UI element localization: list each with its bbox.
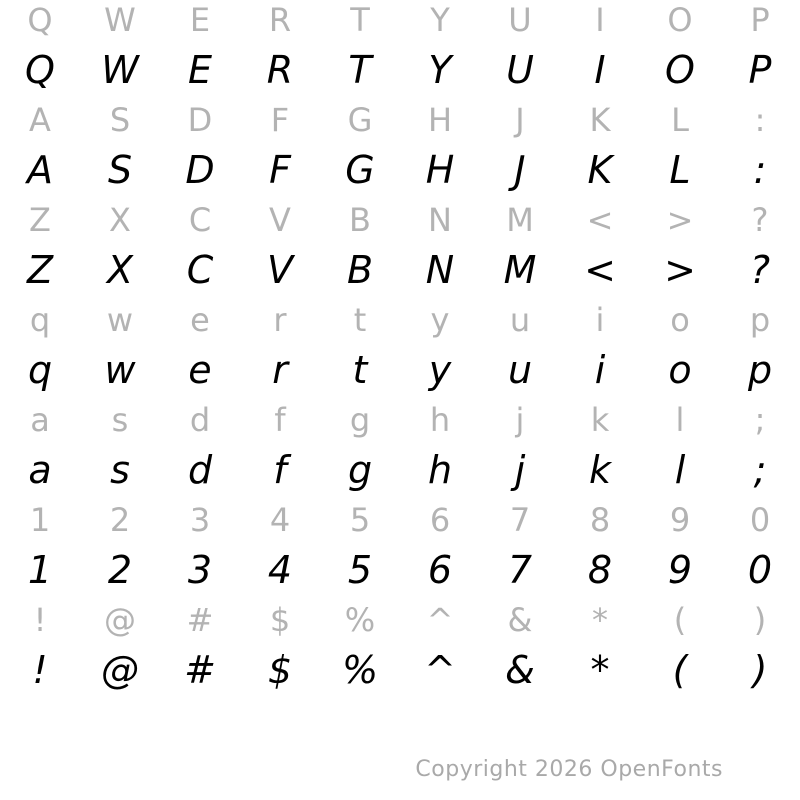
glyph-cell: 8 <box>589 501 611 539</box>
glyph-cell: C <box>186 248 214 292</box>
glyph-cell: ( <box>673 601 687 639</box>
glyph-cell: # <box>186 601 214 639</box>
glyph-cell: r <box>272 348 288 392</box>
glyph-cell: K <box>587 148 613 192</box>
glyph-cell: > <box>664 248 696 292</box>
glyph-cell: P <box>750 1 770 39</box>
glyph-cell: A <box>27 148 53 192</box>
specimen-glyph-row <box>0 540 800 600</box>
glyph-cell: y <box>430 301 450 339</box>
glyph-cell: R <box>268 1 292 39</box>
glyph-row-pair <box>0 0 800 100</box>
glyph-cell: r <box>273 301 287 339</box>
reference-glyph-row <box>0 300 800 340</box>
glyph-cell: i <box>595 301 605 339</box>
reference-glyph-row <box>0 0 800 40</box>
glyph-cell: X <box>109 201 131 239</box>
glyph-cell: Q <box>25 48 55 92</box>
glyph-cell: t <box>352 348 368 392</box>
glyph-cell: F <box>270 101 290 139</box>
glyph-cell: @ <box>104 601 136 639</box>
glyph-row-pair <box>0 200 800 300</box>
glyph-cell: o <box>670 301 690 339</box>
glyph-cell: U <box>506 48 534 92</box>
glyph-cell: l <box>674 448 686 492</box>
glyph-cell: ( <box>672 648 688 692</box>
glyph-cell: 7 <box>507 548 533 592</box>
glyph-cell: O <box>665 48 695 92</box>
glyph-cell: a <box>30 401 50 439</box>
glyph-cell: G <box>347 101 373 139</box>
glyph-cell: G <box>345 148 375 192</box>
glyph-cell: T <box>348 48 372 92</box>
glyph-cell: g <box>349 401 371 439</box>
glyph-cell: Y <box>430 1 450 39</box>
reference-glyph-row <box>0 200 800 240</box>
glyph-cell: t <box>353 301 367 339</box>
glyph-cell: ? <box>749 248 771 292</box>
glyph-cell: ) <box>753 601 767 639</box>
glyph-cell: N <box>428 201 452 239</box>
glyph-cell: < <box>584 248 616 292</box>
glyph-cell: ^ <box>424 648 456 692</box>
specimen-glyph-row <box>0 640 800 700</box>
glyph-cell: 4 <box>269 501 291 539</box>
glyph-cell: S <box>109 101 131 139</box>
glyph-cell: u <box>509 301 531 339</box>
glyph-cell: I <box>595 1 605 39</box>
glyph-cell: ) <box>752 648 768 692</box>
glyph-cell: H <box>427 101 453 139</box>
glyph-cell: Z <box>29 201 51 239</box>
glyph-cell: d <box>187 448 213 492</box>
glyph-cell: % <box>344 601 376 639</box>
glyph-cell: L <box>669 148 691 192</box>
glyph-cell: L <box>671 101 689 139</box>
glyph-cell: W <box>104 1 136 39</box>
glyph-cell: H <box>425 148 455 192</box>
glyph-cell: Z <box>26 248 54 292</box>
glyph-cell: B <box>346 248 374 292</box>
specimen-glyph-row <box>0 140 800 200</box>
glyph-cell: u <box>507 348 533 392</box>
glyph-cell: q <box>29 301 51 339</box>
glyph-cell: s <box>110 448 130 492</box>
glyph-cell: O <box>667 1 693 39</box>
glyph-cell: * <box>592 601 608 639</box>
glyph-cell: 0 <box>749 501 771 539</box>
glyph-cell: V <box>269 201 291 239</box>
reference-glyph-row <box>0 400 800 440</box>
glyph-cell: 1 <box>27 548 53 592</box>
glyph-cell: p <box>747 348 773 392</box>
glyph-cell: * <box>590 648 610 692</box>
glyph-cell: ! <box>33 601 47 639</box>
glyph-cell: s <box>111 401 129 439</box>
glyph-cell: o <box>668 348 692 392</box>
glyph-cell: 7 <box>509 501 531 539</box>
glyph-cell: $ <box>269 601 291 639</box>
glyph-cell: : <box>754 101 766 139</box>
glyph-cell: N <box>425 248 455 292</box>
glyph-cell: 9 <box>669 501 691 539</box>
glyph-cell: W <box>101 48 139 92</box>
glyph-cell: & <box>507 601 533 639</box>
glyph-cell: 3 <box>189 501 211 539</box>
glyph-cell: A <box>29 101 51 139</box>
reference-glyph-row <box>0 500 800 540</box>
glyph-cell: h <box>429 401 451 439</box>
glyph-cell: 1 <box>29 501 51 539</box>
reference-glyph-row <box>0 600 800 640</box>
glyph-cell: l <box>675 401 685 439</box>
glyph-cell: 3 <box>187 548 213 592</box>
glyph-cell: U <box>508 1 532 39</box>
glyph-cell: k <box>588 448 611 492</box>
glyph-cell: i <box>594 348 606 392</box>
specimen-glyph-row <box>0 40 800 100</box>
glyph-cell: j <box>514 448 526 492</box>
glyph-cell: Y <box>428 48 452 92</box>
glyph-cell: R <box>266 48 294 92</box>
specimen-glyph-row <box>0 240 800 300</box>
glyph-cell: 5 <box>347 548 373 592</box>
glyph-cell: ^ <box>426 601 454 639</box>
glyph-cell: D <box>187 101 213 139</box>
glyph-cell: I <box>594 48 606 92</box>
copyright-notice: Copyright 2026 OpenFonts <box>415 757 723 782</box>
glyph-cell: Q <box>27 1 53 39</box>
glyph-cell: M <box>506 201 534 239</box>
specimen-glyph-row <box>0 340 800 400</box>
glyph-cell: j <box>515 401 525 439</box>
glyph-cell: D <box>185 148 215 192</box>
glyph-cell: X <box>106 248 134 292</box>
glyph-cell: @ <box>101 648 139 692</box>
glyph-cell: M <box>503 248 537 292</box>
glyph-cell: 4 <box>267 548 293 592</box>
glyph-cell: 9 <box>667 548 693 592</box>
glyph-cell: p <box>749 301 771 339</box>
glyph-cell: d <box>189 401 211 439</box>
glyph-cell: e <box>188 348 212 392</box>
glyph-cell: ; <box>753 448 767 492</box>
glyph-cell: B <box>349 201 371 239</box>
glyph-row-pair <box>0 100 800 200</box>
glyph-cell: J <box>514 148 526 192</box>
glyph-cell: T <box>350 1 370 39</box>
glyph-cell: ? <box>751 201 769 239</box>
glyph-cell: E <box>189 1 211 39</box>
glyph-cell: w <box>106 301 134 339</box>
glyph-cell: J <box>515 101 525 139</box>
glyph-row-pair <box>0 300 800 400</box>
glyph-cell: h <box>427 448 453 492</box>
glyph-cell: P <box>748 48 772 92</box>
glyph-cell: 0 <box>747 548 773 592</box>
glyph-cell: < <box>586 201 614 239</box>
glyph-cell: e <box>190 301 210 339</box>
glyph-cell: S <box>107 148 133 192</box>
glyph-cell: C <box>188 201 212 239</box>
glyph-cell: g <box>347 448 373 492</box>
glyph-cell: q <box>27 348 53 392</box>
glyph-cell: k <box>590 401 610 439</box>
glyph-cell: # <box>184 648 216 692</box>
glyph-cell: ! <box>32 648 48 692</box>
glyph-cell: f <box>274 401 286 439</box>
glyph-cell: $ <box>267 648 293 692</box>
glyph-cell: 6 <box>427 548 453 592</box>
glyph-cell: & <box>505 648 535 692</box>
glyph-cell: % <box>341 648 379 692</box>
glyph-cell: 2 <box>109 501 131 539</box>
glyph-cell: ; <box>754 401 766 439</box>
glyph-cell: V <box>267 248 293 292</box>
glyph-cell: 6 <box>429 501 451 539</box>
glyph-row-pair <box>0 400 800 500</box>
glyph-cell: f <box>273 448 287 492</box>
glyph-cell: : <box>753 148 767 192</box>
glyph-row-pair <box>0 500 800 600</box>
glyph-cell: y <box>428 348 452 392</box>
glyph-cell: w <box>104 348 136 392</box>
glyph-cell: > <box>666 201 694 239</box>
specimen-glyph-row <box>0 440 800 500</box>
glyph-cell: 2 <box>107 548 133 592</box>
glyph-cell: a <box>28 448 52 492</box>
glyph-cell: 8 <box>587 548 613 592</box>
reference-glyph-row <box>0 100 800 140</box>
glyph-row-pair <box>0 600 800 700</box>
glyph-cell: F <box>269 148 291 192</box>
glyph-cell: K <box>589 101 611 139</box>
glyph-cell: 5 <box>349 501 371 539</box>
glyph-cell: E <box>187 48 212 92</box>
